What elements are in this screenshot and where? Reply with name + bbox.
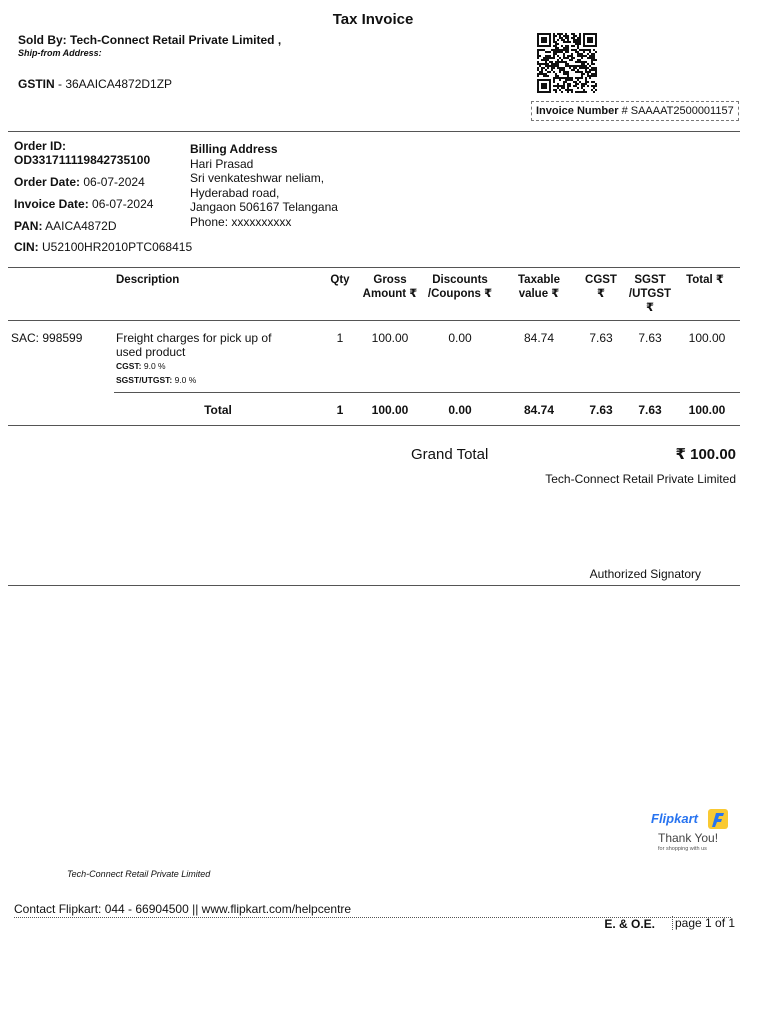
thank-you-sub: for shopping with us	[658, 846, 707, 852]
totals-taxable: 84.74	[523, 403, 555, 417]
divider	[8, 131, 740, 132]
cgst-rate	[116, 359, 271, 373]
item-sgst: 7.63	[638, 331, 662, 345]
sgst-rate-label: SGST/UTGST:	[116, 375, 173, 385]
order-date	[14, 175, 145, 189]
item-gross: 100.00	[371, 331, 409, 345]
col-header-description: Description	[116, 274, 180, 286]
item-description	[116, 331, 271, 387]
col-header-sgst-line: ₹	[645, 302, 654, 314]
item-qty: 1	[336, 331, 344, 345]
order-date-value: 06-07-2024	[80, 175, 145, 189]
contact-info: Contact Flipkart: 044 - 66904500 || www.flipkart.com/helpcentre	[14, 902, 731, 918]
sgst-rate	[116, 373, 271, 387]
gstin-value: - 36AAICA4872D1ZP	[54, 77, 173, 91]
col-header-sgst-line: SGST	[634, 274, 666, 286]
order-id-label: Order ID:	[14, 139, 67, 153]
billing-line: Sri venkateshwar neliam,	[190, 171, 325, 186]
grand-total-label: Grand Total	[411, 446, 489, 463]
seller-name: Tech-Connect Retail Private Limited	[545, 472, 736, 486]
totals-sgst: 7.63	[638, 403, 662, 417]
item-taxable: 84.74	[523, 331, 555, 345]
cin-label: CIN:	[14, 240, 39, 254]
col-header-sgst	[624, 273, 676, 315]
totals-label: Total	[204, 403, 232, 417]
sgst-rate-value: 9.0 %	[172, 375, 197, 385]
col-header-cgst	[580, 273, 622, 301]
col-header-cgst-line: ₹	[596, 288, 605, 300]
signature-divider	[8, 585, 740, 586]
pan-value: AAICA4872D	[42, 219, 117, 233]
invoice-number-value: # SAAAAT2500001157	[618, 105, 734, 117]
invoice-number-label: Invoice Number	[536, 105, 619, 117]
table-top-border	[8, 267, 740, 268]
billing-heading: Billing Address	[190, 142, 278, 156]
cin	[14, 240, 192, 254]
item-discounts: 0.00	[448, 331, 472, 345]
col-header-discounts-line: Discounts	[432, 274, 488, 286]
billing-line: Hyderabad road,	[190, 185, 280, 200]
table-bottom-border	[8, 425, 740, 426]
invoice-date	[14, 197, 153, 211]
totals-gross: 100.00	[371, 403, 409, 417]
gstin	[18, 77, 172, 91]
invoice-date-value: 06-07-2024	[88, 197, 154, 211]
col-header-sgst-line: /UTGST	[628, 288, 672, 300]
page-number: page 1 of 1	[672, 916, 735, 930]
col-header-taxable-line: Taxable	[518, 274, 560, 286]
sold-by: Sold By: Tech-Connect Retail Private Limited ,	[18, 33, 282, 47]
billing-line: Jangaon 506167 Telangana	[190, 200, 338, 215]
qr-code	[535, 33, 599, 93]
pan	[14, 219, 117, 233]
col-header-total: Total ₹	[686, 274, 724, 286]
col-header-discounts-line: /Coupons ₹	[427, 288, 493, 300]
item-description-line: Freight charges for pick up of	[116, 331, 272, 345]
col-header-cgst-line: CGST	[585, 274, 617, 286]
invoice-date-label: Invoice Date:	[14, 197, 89, 211]
cgst-rate-value: 9.0 %	[141, 361, 166, 371]
totals-cgst: 7.63	[589, 403, 613, 417]
item-description-line: used product	[116, 345, 186, 359]
col-header-taxable	[504, 273, 574, 301]
billing-address	[190, 142, 338, 230]
cin-value: U52100HR2010PTC068415	[38, 240, 193, 254]
col-header-gross-line: Amount ₹	[362, 288, 418, 300]
col-header-discounts	[424, 273, 496, 301]
totals-discounts: 0.00	[448, 403, 472, 417]
logo-wordmark: Flipkart	[651, 811, 698, 826]
grand-total-value: ₹ 100.00	[675, 446, 736, 463]
subtotal-divider	[114, 392, 740, 393]
order-id-value: OD331711119842735100	[14, 153, 151, 167]
col-header-qty: Qty	[330, 274, 350, 286]
errors-omissions: E. & O.E.	[604, 917, 655, 931]
gstin-label: GSTIN	[18, 77, 55, 91]
table-header-border	[8, 320, 740, 321]
cgst-rate-label: CGST:	[116, 361, 142, 371]
document-title: Tax Invoice	[332, 11, 414, 28]
totals-total: 100.00	[688, 403, 726, 417]
thank-you-text: Thank You!	[658, 831, 719, 845]
col-header-gross	[358, 273, 422, 301]
item-cgst: 7.63	[589, 331, 613, 345]
authorized-signatory: Authorized Signatory	[589, 567, 701, 581]
order-date-label: Order Date:	[14, 175, 81, 189]
footer-seller-name: Tech-Connect Retail Private Limited	[67, 869, 211, 879]
item-total: 100.00	[688, 331, 726, 345]
ship-from-label: Ship-from Address:	[18, 48, 102, 58]
billing-line: Phone: xxxxxxxxxx	[190, 214, 292, 229]
col-header-gross-line: Gross	[373, 274, 407, 286]
sac-code: SAC: 998599	[11, 331, 83, 345]
invoice-number-box	[531, 101, 739, 121]
billing-line: Hari Prasad	[190, 156, 254, 171]
pan-label: PAN:	[14, 219, 43, 233]
flipkart-logo	[650, 807, 732, 853]
totals-qty: 1	[336, 403, 344, 417]
col-header-taxable-line: value ₹	[518, 288, 560, 300]
